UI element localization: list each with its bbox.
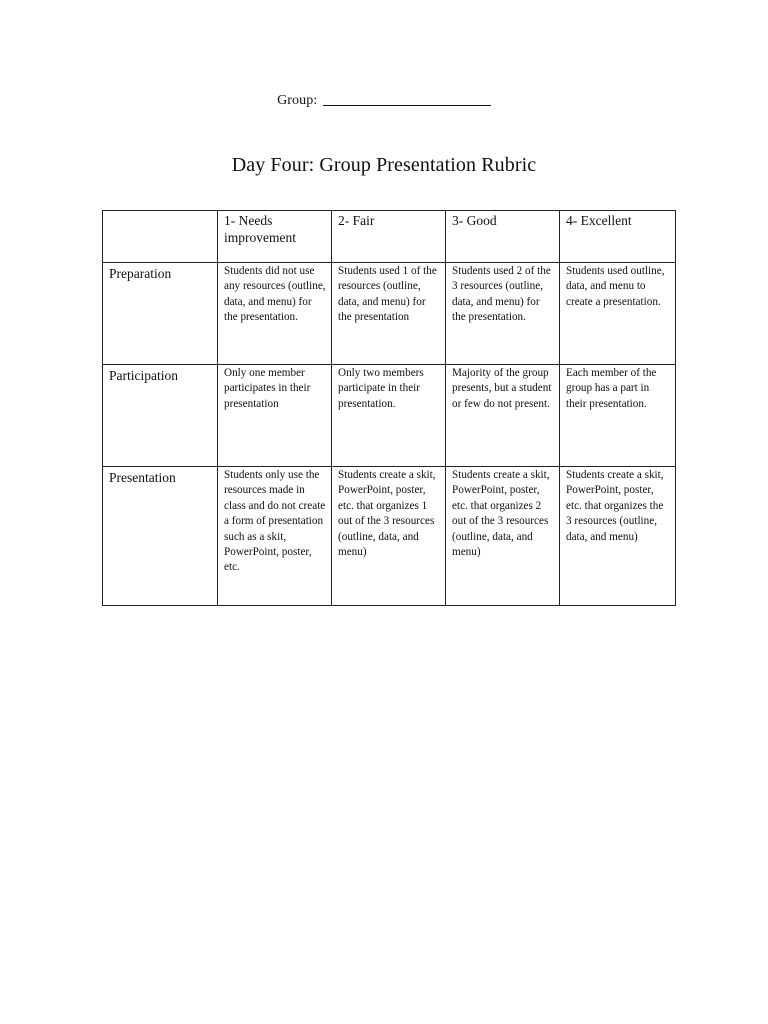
rubric-cell: Students create a skit, PowerPoint, poster, etc. that organizes the 3 resources (outline, data, and menu)	[560, 467, 676, 606]
row-label-presentation: Presentation	[103, 467, 218, 606]
rubric-cell: Students used outline, data, and menu to create a presentation.	[560, 263, 676, 365]
column-header-good: 3- Good	[446, 211, 560, 263]
rubric-cell: Students only use the resources made in class and do not create a form of presentation such as a skit, PowerPoint, poster, etc.	[218, 467, 332, 606]
rubric-corner-cell	[103, 211, 218, 263]
column-header-fair: 2- Fair	[332, 211, 446, 263]
rubric-cell: Majority of the group presents, but a student or few do not present.	[446, 365, 560, 467]
rubric-cell: Students used 2 of the 3 resources (outline, data, and menu) for the presentation.	[446, 263, 560, 365]
column-header-excellent: 4- Excellent	[560, 211, 676, 263]
group-name-blank[interactable]	[323, 105, 491, 106]
rubric-header-row	[103, 211, 676, 263]
page-title: Day Four: Group Presentation Rubric	[231, 154, 537, 176]
row-label-preparation: Preparation	[103, 263, 218, 365]
group-name-line	[0, 93, 768, 109]
rubric-row-preparation	[103, 263, 676, 365]
column-header-needs-improvement: 1- Needs improvement	[218, 211, 332, 263]
rubric-row-presentation	[103, 467, 676, 606]
rubric-cell: Students used 1 of the resources (outline, data, and menu) for the presentation	[332, 263, 446, 365]
rubric-cell: Students did not use any resources (outline, data, and menu) for the presentation.	[218, 263, 332, 365]
rubric-cell: Students create a skit, PowerPoint, poster, etc. that organizes 2 out of the 3 resources (outline, data, and menu)	[446, 467, 560, 606]
row-label-participation: Participation	[103, 365, 218, 467]
rubric-cell: Students create a skit, PowerPoint, poster, etc. that organizes 1 out of the 3 resources (outline, data, and menu)	[332, 467, 446, 606]
rubric-cell: Only one member participates in their presentation	[218, 365, 332, 467]
rubric-row-participation	[103, 365, 676, 467]
rubric-table	[102, 210, 676, 606]
rubric-cell: Each member of the group has a part in their presentation.	[560, 365, 676, 467]
rubric-cell: Only two members participate in their presentation.	[332, 365, 446, 467]
group-label: Group:	[277, 93, 318, 108]
